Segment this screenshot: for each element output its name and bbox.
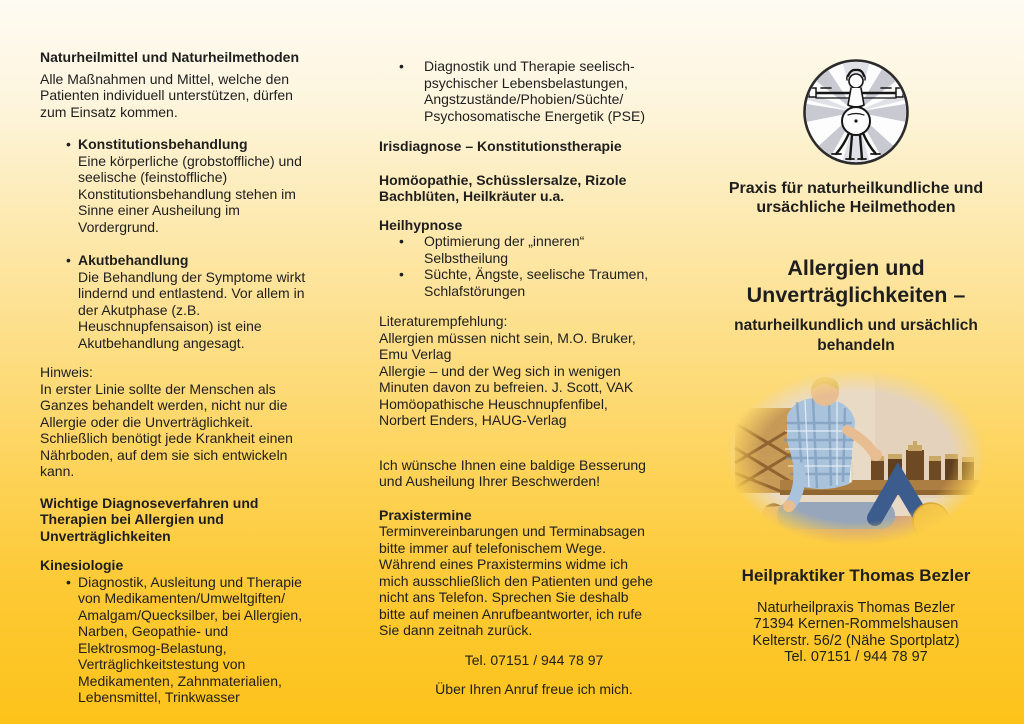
treatment-photo-illustration [725,368,987,546]
panel-cover [700,40,1012,665]
list-item-akutbehandlung [40,252,345,351]
treatment-photo [725,368,987,546]
section-heading-irisdiagnose: Irisdiagnose – Konstitutionstherapie [379,138,622,154]
section-heading-diagnoseverfahren: Wichtige Diagnoseverfahren und Therapien bei Allergien und Unverträglichkeiten [40,494,259,544]
treatment-list [40,136,345,351]
list-item-konstitutionsbehandlung [40,136,345,235]
hinweis-body: In erster Linie sollte der Menschen als Ganzes behandelt werden, nicht nur die Allergie oder die Unverträglichkeit. Schließlich benötigt jede Krankheit einen Nährboden, auf dem sie sich entwickeln kann. [40,380,293,479]
praxistermine-paragraph: Terminvereinbarungen und Terminabsagen bitte immer auf telefonischem Wege. Während eines Praxistermins widme ich mich ausschließlich den Patienten und gehe nicht ans Telefon. Sprechen Sie deshalb bitte auf meinen Anrufbeantworter, ich rufe Sie dann zeitnah zurück. [379,523,653,638]
hinweis-label: Hinweis: [40,364,93,380]
practice-logo [801,55,911,167]
bullet-body: • Süchte, Ängste, seelische Traumen, Schlafstörungen [424,266,649,299]
section-heading-kinesiologie: Kinesiologie [40,557,124,573]
intro-paragraph: Alle Maßnahmen und Mittel, welche den Patienten individuell unterstützen, dürfen zum Einsatz kommen. [40,70,293,120]
heilhypnose-list [379,233,689,299]
address-block: Naturheilpraxis Thomas Bezler 71394 Kernen-Rommelshausen Kelterstr. 56/2 (Nähe Sportplatz) Tel. 07151 / 944 78 97 [752,600,960,665]
bullet-body: • Diagnostik und Therapie seelisch- psychischer Lebensbelastungen, Angstzustände/Phobien/Süchte/ Psychosomatische Energetik (PSE) [424,58,645,124]
bullet-body: • Diagnostik, Ausleitung und Therapie von Medikamenten/Umweltgiften/ Amalgam/Quecksilber, bei Allergien, Narben, Geopathie- und Elektrosmog-Belastung, Verträglichkeitstestung von Medikamenten, Zahnmaterialien, Lebensmittel, Trinkwasser [78,573,303,705]
bullet-body: • Optimierung der „inneren“ Selbstheilung [424,233,585,266]
bullet-title: • Konstitutionsbehandlung [78,136,248,152]
list-item-diagnostik-psyche [379,58,689,124]
bullet-body: Die Behandlung der Symptome wirkt lindernd und entlastend. Vor allem in der Akutphase (z.B. Heuschnupfensaison) ist eine Akutbehandlung angesagt. [78,268,306,351]
practice-name: Praxis für naturheilkundliche und ursächliche Heilmethoden [728,180,984,216]
section-heading-homoeopathie: Homöopathie, Schüsslersalze, Rizole Bachblüten, Heilkräuter u.a. [379,171,627,204]
list-item-suechte [379,266,689,299]
kinesiologie-list [40,574,345,706]
section-heading-heilhypnose: Heilhypnose [379,216,463,233]
bullet-body: Eine körperliche (grobstoffliche) und seelische (feinstoffliche) Konstitutionsbehandlung stehen im Sinne einer Ausheilung im Vordergrund. [78,152,302,235]
list-item-kinesiologie [40,574,345,706]
panel-middle [379,49,689,698]
psyche-list [379,58,689,124]
phone-line: Tel. 07151 / 944 78 97 [464,651,604,668]
vitruvian-man-icon [801,55,911,167]
literatur-block: Literaturempfehlung: Allergien müssen nicht sein, M.O. Bruker, Emu Verlag Allergie – und der Weg sich in wenigen Minuten davon zu befreien. J. Scott, VAK Homöopathische Heuschnupfenfibel, Norbert Enders, HAUG-Verlag [379,313,636,428]
hinweis-block [40,364,345,480]
brochure-subtitle: naturheilkundlich und ursächlich behandeln [734,317,978,354]
section-heading-naturheilmittel: Naturheilmittel und Naturheilmethoden [40,49,300,65]
list-item-selbstheilung [379,233,689,266]
practitioner-name: Heilpraktiker Thomas Bezler [741,566,971,585]
closing-line: Über Ihren Anruf freue ich mich. [435,681,633,697]
section-heading-praxistermine: Praxistermine [379,506,472,523]
bullet-title: • Akutbehandlung [78,252,189,268]
wish-paragraph: Ich wünsche Ihnen eine baldige Besserung und Ausheilung Ihrer Beschwerden! [379,456,646,489]
panel-left [40,49,345,706]
brochure-title: Allergien und Unverträglichkeiten – [746,256,966,307]
